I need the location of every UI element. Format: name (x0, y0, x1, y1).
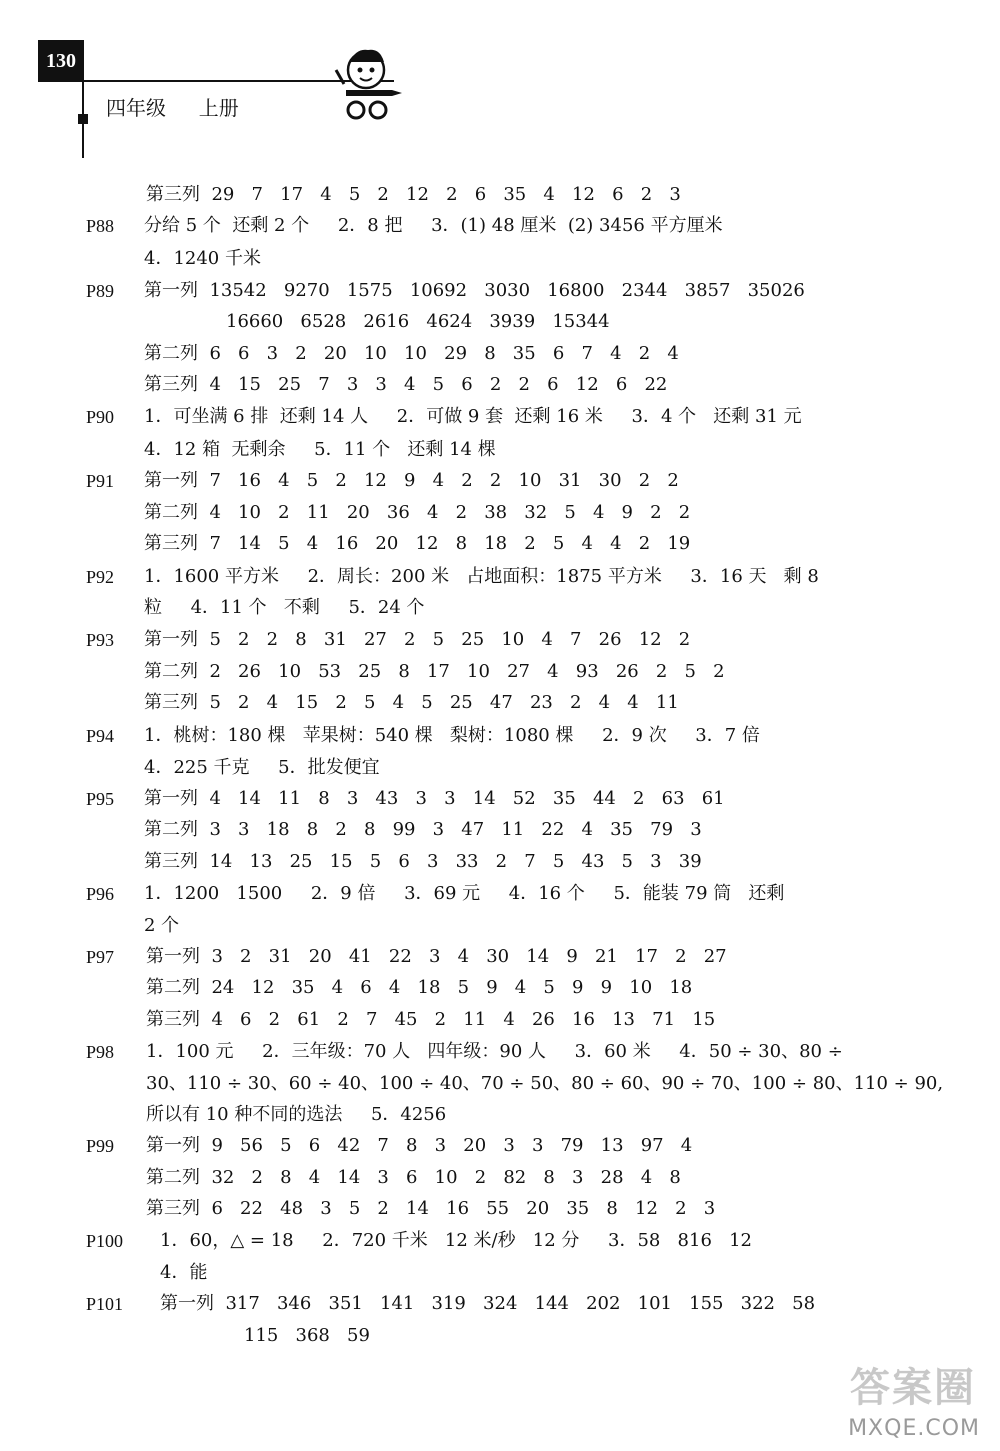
answer-line: 1．可坐满 6 排 还剩 14 人 2．可做 9 套 还剩 16 米 3．4 个 还剩 31 元 (144, 406, 802, 427)
answer-line: 第二列 6 6 3 2 20 10 10 29 8 35 6 7 4 2 4 (144, 343, 679, 364)
page-ref-label: P98 (86, 1042, 115, 1062)
answer-line: 4．12 箱 无剩余 5．11 个 还剩 14 棵 (144, 439, 496, 460)
answer-line: 1．100 元 2．三年级：70 人 四年级：90 人 3．60 米 4．50 ÷ 30、80 ÷ (146, 1041, 843, 1062)
answer-line: 第二列 32 2 8 4 14 3 6 10 2 82 8 3 28 4 8 (146, 1167, 681, 1188)
answer-line: 第三列 14 13 25 15 5 6 3 33 2 7 5 43 5 3 39 (144, 851, 702, 872)
page-ref-label: P100 (86, 1231, 124, 1251)
page-ref-label: P101 (86, 1294, 124, 1314)
answer-line: 第一列 9 56 5 6 42 7 8 3 20 3 3 79 13 97 4 (146, 1135, 693, 1156)
page-ref-label: P95 (86, 789, 115, 809)
answer-line: 第三列 4 15 25 7 3 3 4 5 6 2 2 6 12 6 22 (144, 374, 668, 395)
answer-line: 所以有 10 种不同的选法 5．4256 (146, 1104, 447, 1125)
answer-line: 第二列 24 12 35 4 6 4 18 5 9 4 5 9 9 10 18 (146, 977, 693, 998)
answer-line: 第二列 4 10 2 11 20 36 4 2 38 32 5 4 9 2 2 (144, 502, 691, 523)
answer-line: 第三列 4 6 2 61 2 7 45 2 11 4 26 16 13 71 15 (146, 1009, 716, 1030)
page-ref-label: P99 (86, 1136, 115, 1156)
watermark-logo: 答案圈 (850, 1365, 976, 1411)
answer-line: 第三列 6 22 48 3 5 2 14 16 55 20 35 8 12 2 3 (146, 1198, 716, 1219)
answer-line: 分给 5 个 还剩 2 个 2．8 把 3．(1) 48 厘米 (2) 3456 平方厘米 (144, 215, 723, 236)
answer-line: 第二列 2 26 10 53 25 8 17 10 27 4 93 26 2 5 2 (144, 661, 725, 682)
answer-line: 第三列 29 7 17 4 5 2 12 2 6 35 4 12 6 2 3 (146, 184, 681, 205)
answer-line: 第一列 5 2 2 8 31 27 2 5 25 10 4 7 26 12 2 (144, 629, 691, 650)
answer-line: 1．1200 1500 2．9 倍 3．69 元 4．16 个 5．能装 79 筒 还剩 (144, 883, 785, 904)
page-ref-label: P96 (86, 884, 115, 904)
page-ref-label: P94 (86, 726, 115, 746)
answer-line: 1．桃树：180 棵 苹果树：540 棵 梨树：1080 棵 2．9 次 3．7 倍 (144, 725, 760, 746)
page-number: 130 (38, 40, 84, 82)
watermark-text: MXQE.COM (848, 1416, 980, 1441)
answer-line: 粒 4．11 个 不剩 5．24 个 (144, 597, 425, 618)
page-ref-label: P89 (86, 281, 115, 301)
answer-line: 1．60，△ = 18 2．720 千米 12 米/秒 12 分 3．58 816 12 (160, 1230, 752, 1251)
answer-line: 第一列 13542 9270 1575 10692 3030 16800 2344 3857 35026 (144, 280, 805, 301)
answer-line: 第三列 5 2 4 15 2 5 4 5 25 47 23 2 4 4 11 (144, 692, 679, 713)
answer-line: 第一列 317 346 351 141 319 324 144 202 101 155 322 58 (160, 1293, 816, 1314)
page-ref-label: P90 (86, 407, 115, 427)
answer-line: 1．1600 平方米 2．周长：200 米 占地面积：1875 平方米 3．16 天 剩 8 (144, 566, 819, 587)
answer-line: 4．能 (160, 1262, 208, 1283)
page-ref-label: P93 (86, 630, 115, 650)
answer-line: 第二列 3 3 18 8 2 8 99 3 47 11 22 4 35 79 3 (144, 819, 702, 840)
grade-label: 四年级 上册 (106, 96, 239, 120)
answer-line: 115 368 59 (244, 1325, 370, 1346)
answer-line: 第一列 4 14 11 8 3 43 3 3 14 52 35 44 2 63 61 (144, 788, 725, 809)
answer-line: 16660 6528 2616 4624 3939 15344 (226, 311, 610, 332)
page-ref-label: P91 (86, 471, 115, 491)
answer-line: 第一列 7 16 4 5 2 12 9 4 2 2 10 31 30 2 2 (144, 470, 679, 491)
answer-line: 2 个 (144, 915, 180, 936)
answer-line: 第一列 3 2 31 20 41 22 3 4 30 14 9 21 17 2 27 (146, 946, 727, 967)
answer-line: 4．1240 千米 (144, 248, 261, 269)
page-ref-label: P88 (86, 216, 115, 236)
page-ref-label: P92 (86, 567, 115, 587)
page-ref-label: P97 (86, 947, 115, 967)
answer-line: 30、110 ÷ 30、60 ÷ 40、100 ÷ 40、70 ÷ 50、80 ÷ 60、90 ÷ 70、100 ÷ 80、110 ÷ 90, (146, 1073, 944, 1094)
answer-line: 4．225 千克 5．批发便宜 (144, 757, 380, 778)
answer-line: 第三列 7 14 5 4 16 20 12 8 18 2 5 4 4 2 19 (144, 533, 691, 554)
